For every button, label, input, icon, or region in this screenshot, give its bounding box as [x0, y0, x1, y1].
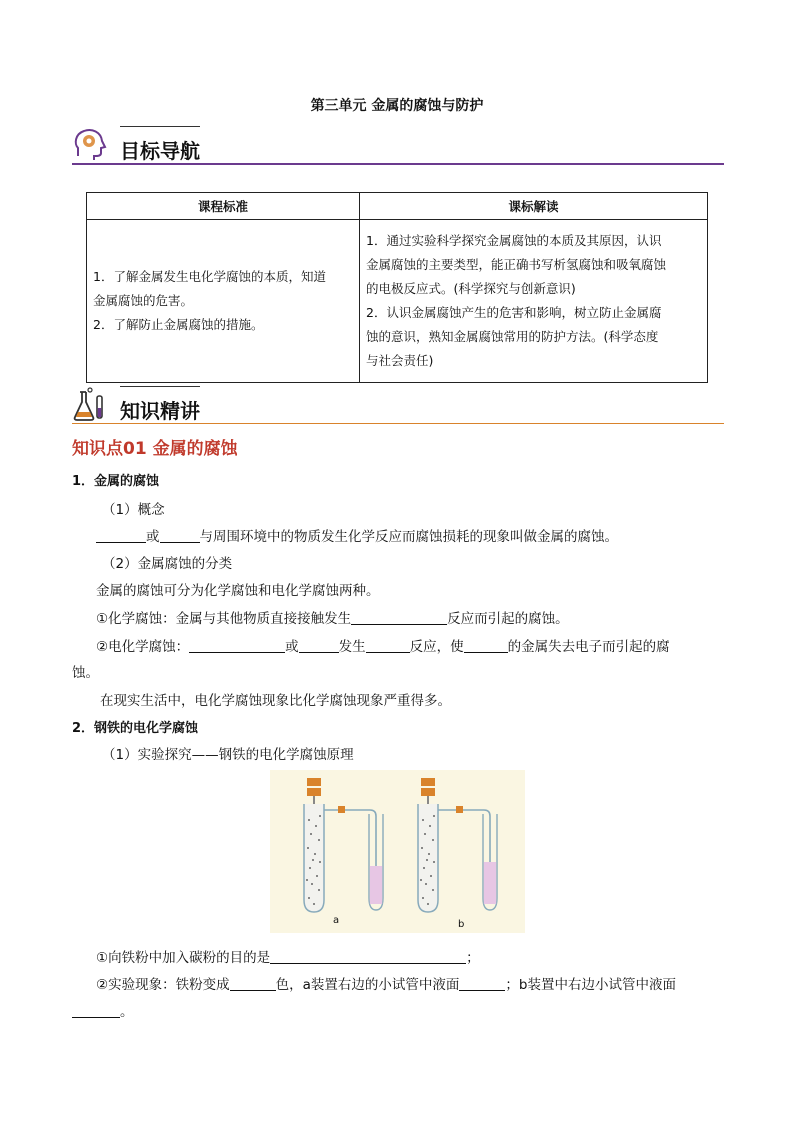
test-tube-apparatus-image	[270, 770, 525, 933]
table-header-standard: 课程标准	[87, 193, 360, 220]
fill-blank[interactable]	[189, 638, 285, 653]
fill-blank[interactable]	[160, 528, 200, 543]
question-2-end: 。	[72, 1000, 134, 1020]
concept-sentence: 或 与周围环境中的物质发生化学反应而腐蚀损耗的现象叫做金属的腐蚀。	[96, 525, 618, 545]
electrochemical-corrosion-line-end: 蚀。	[72, 665, 99, 681]
curriculum-table	[86, 192, 708, 383]
apparatus-a	[304, 778, 383, 912]
section-title-knowledge: 知识精讲	[120, 399, 200, 423]
section-header-knowledge	[72, 386, 724, 422]
apparatus-b	[418, 778, 497, 912]
fill-blank[interactable]	[230, 976, 276, 991]
classification-text: 金属的腐蚀可分为化学腐蚀和电化学腐蚀两种。	[96, 583, 380, 599]
fill-blank[interactable]	[299, 638, 339, 653]
section-title-nav: 目标导航	[120, 139, 200, 163]
subheading-classification: （2）金属腐蚀的分类	[102, 556, 233, 572]
fill-blank[interactable]	[96, 528, 146, 543]
section-header-nav	[72, 126, 724, 162]
lab-flask-icon	[72, 386, 108, 422]
fill-blank[interactable]	[464, 638, 508, 653]
heading-metal-corrosion: 1．金属的腐蚀	[72, 474, 160, 489]
table-header-interpretation: 课标解读	[360, 193, 708, 220]
heading-steel-corrosion: 2．钢铁的电化学腐蚀	[72, 721, 199, 736]
figure-label-b: b	[458, 919, 465, 930]
section-divider	[72, 423, 724, 424]
electrochemical-corrosion-line: ②电化学腐蚀： 或 发生 反应，使 的金属失去电子而引起的腐	[96, 639, 670, 655]
section-divider	[72, 163, 724, 165]
experiment-figure	[270, 770, 525, 933]
fill-blank[interactable]	[72, 1003, 120, 1018]
document-title: 第三单元 金属的腐蚀与防护	[310, 98, 484, 114]
fill-blank[interactable]	[459, 976, 505, 991]
table-cell-standard: 1．了解金属发生电化学腐蚀的本质，知道 金属腐蚀的危害。 2．了解防止金属腐蚀的措施。	[87, 220, 360, 383]
reality-note: 在现实生活中，电化学腐蚀现象比化学腐蚀现象严重得多。	[100, 693, 451, 709]
subheading-concept: （1）概念	[102, 502, 165, 518]
subheading-experiment: （1）实验探究——钢铁的电化学腐蚀原理	[102, 747, 354, 763]
knowledge-point-title: 知识点01 金属的腐蚀	[72, 439, 238, 459]
question-1: ①向铁粉中加入碳粉的目的是 ；	[96, 950, 480, 966]
question-2: ②实验现象：铁粉变成 色，a装置右边的小试管中液面 ；b装置中右边小试管中液面	[96, 977, 676, 993]
brain-head-icon	[72, 126, 108, 162]
figure-label-a: a	[333, 915, 340, 926]
table-cell-interpretation: 1．通过实验科学探究金属腐蚀的本质及其原因，认识 金属腐蚀的主要类型，能正确书写析氢腐蚀和吸氧腐蚀 的电极反应式。(科学探究与创新意识) 2．认识金属腐蚀产生的危害和影响，树立防止金属腐 蚀的意识，熟知金属腐蚀常用的防护方法。(科学态度 与社会责任)	[360, 220, 708, 383]
fill-blank[interactable]	[351, 610, 447, 625]
chemical-corrosion-line: ①化学腐蚀：金属与其他物质直接接触发生 反应而引起的腐蚀。	[96, 611, 569, 627]
fill-blank[interactable]	[366, 638, 410, 653]
fill-blank[interactable]	[270, 949, 466, 964]
